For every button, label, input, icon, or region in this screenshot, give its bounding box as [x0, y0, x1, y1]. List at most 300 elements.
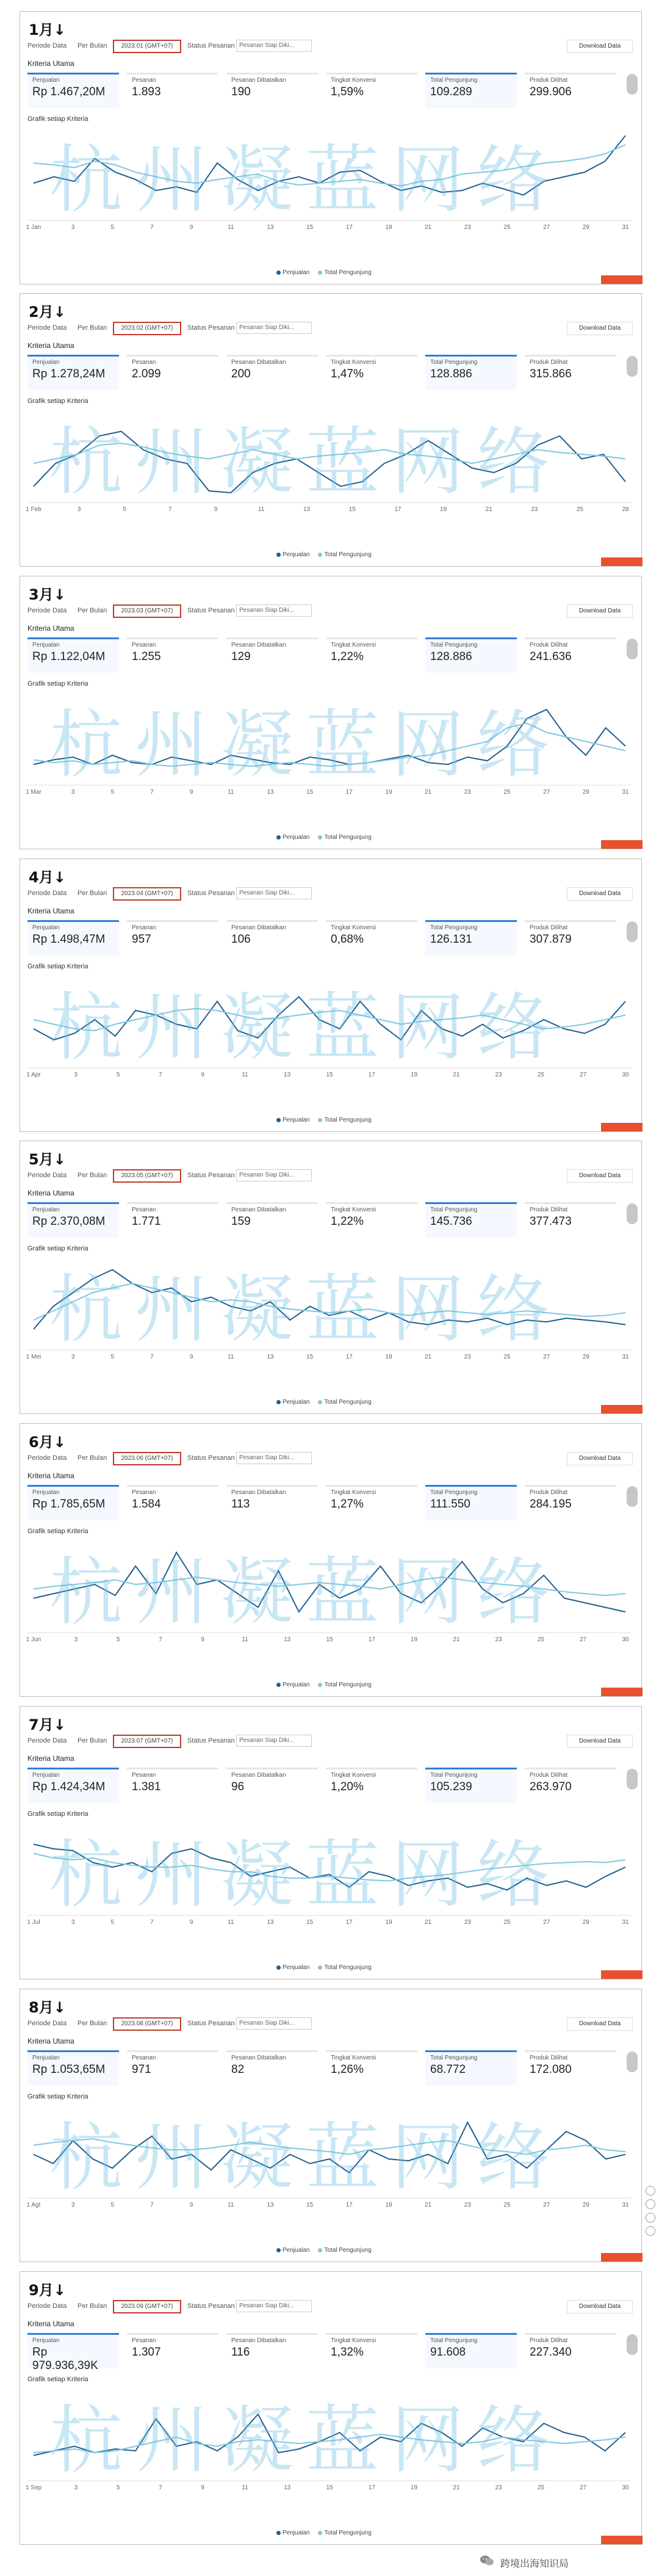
metric-card[interactable]	[525, 73, 616, 108]
download-button[interactable]: Download Data	[567, 1169, 633, 1183]
legend-dot-icon	[276, 2531, 281, 2535]
metric-cards	[27, 355, 613, 393]
legend-item[interactable]	[276, 1117, 309, 1123]
legend-dot-icon	[318, 2248, 322, 2252]
periode-label: Periode Data	[27, 324, 67, 332]
legend-item[interactable]	[276, 2530, 309, 2536]
metric-label: Penjualan	[32, 1489, 60, 1496]
series-penjualan-line	[34, 1553, 625, 1613]
metric-value: 82	[231, 2063, 245, 2076]
metric-label: Pesanan Dibatalkan	[231, 2055, 286, 2061]
x-tick-label: 21	[425, 789, 432, 796]
metric-card[interactable]	[326, 1202, 417, 1238]
x-tick-label: 23	[464, 1354, 471, 1360]
metric-card[interactable]	[326, 73, 417, 108]
metric-value: 128.886	[430, 368, 472, 380]
metric-card[interactable]	[525, 1485, 616, 1520]
metric-card[interactable]	[27, 73, 119, 108]
metric-card[interactable]	[226, 1768, 318, 1803]
download-button[interactable]: Download Data	[567, 2300, 633, 2313]
metric-card[interactable]	[525, 2333, 616, 2368]
legend-label: Total Pengunjung	[324, 1117, 372, 1123]
x-tick-label: 28	[622, 506, 629, 513]
x-tick-label: 25	[503, 1354, 511, 1360]
legend-item[interactable]	[276, 1682, 309, 1688]
legend-item[interactable]	[276, 1964, 309, 1971]
chat-button[interactable]	[601, 2536, 643, 2544]
x-tick-label: 21	[425, 1354, 432, 1360]
x-tick-label: 27	[543, 1919, 550, 1926]
periode-label: Periode Data	[27, 607, 67, 614]
brand-label: 跨境出海知识局	[500, 2558, 569, 2569]
metric-value: 241.636	[530, 650, 572, 663]
status-select[interactable]: Pesanan Siap Diki...	[236, 604, 312, 617]
metric-value: 1,47%	[331, 368, 364, 380]
kriteria-heading: Kriteria Utama	[27, 59, 74, 68]
x-tick-label: 9	[214, 506, 218, 513]
metric-card[interactable]	[326, 2050, 417, 2086]
per-bulan-label[interactable]: Per Bulan	[77, 1172, 107, 1179]
date-range-picker[interactable]: 2023.02 (GMT+07)	[113, 322, 181, 335]
x-tick-label: 3	[74, 1072, 78, 1078]
metric-card[interactable]	[27, 1768, 119, 1803]
metric-label: Pesanan Dibatalkan	[231, 2337, 286, 2344]
metric-card[interactable]	[27, 637, 119, 673]
x-tick-label: 25	[503, 789, 511, 796]
month-title: 2月↓	[29, 303, 66, 321]
metric-card[interactable]	[326, 1485, 417, 1520]
wechat-icon	[480, 2555, 494, 2567]
metric-label: Tingkat Konversi	[331, 2337, 376, 2344]
x-tick-label: 15	[348, 506, 356, 513]
month-title: 9月↓	[29, 2282, 66, 2299]
metric-card[interactable]	[326, 637, 417, 673]
metric-card[interactable]	[27, 1202, 119, 1238]
x-tick-label: 15	[306, 1354, 314, 1360]
metric-label: Pesanan	[132, 2337, 156, 2344]
metric-card[interactable]	[425, 1202, 517, 1238]
metric-card[interactable]	[27, 920, 119, 956]
legend-item[interactable]	[276, 551, 309, 558]
metric-card[interactable]	[127, 2050, 218, 2086]
per-bulan-label[interactable]: Per Bulan	[77, 1454, 107, 1462]
side-tool-icon[interactable]	[646, 2213, 655, 2222]
metric-label: Produk Dilihat	[530, 77, 568, 84]
status-select[interactable]: Pesanan Siap Diki...	[236, 1452, 312, 1464]
legend-label: Penjualan	[283, 269, 310, 276]
per-bulan-label[interactable]: Per Bulan	[77, 1737, 107, 1744]
metric-label: Pesanan Dibatalkan	[231, 642, 286, 648]
metric-card[interactable]	[425, 73, 517, 108]
metric-value: 109.289	[430, 85, 472, 98]
chart-legend	[276, 2247, 380, 2254]
metric-card[interactable]	[226, 637, 318, 673]
download-button[interactable]: Download Data	[567, 1452, 633, 1465]
metric-label: Pesanan Dibatalkan	[231, 1489, 286, 1496]
chat-button[interactable]	[601, 1123, 643, 1131]
metric-value: 1,20%	[331, 1780, 364, 1793]
legend-label: Penjualan	[283, 551, 310, 558]
metric-card[interactable]	[525, 355, 616, 390]
status-label: Status Pesanan	[187, 2020, 235, 2027]
metric-label: Penjualan	[32, 2337, 60, 2344]
legend-item[interactable]	[276, 2247, 309, 2254]
x-tick-label: 13	[267, 789, 274, 796]
x-tick-label: 7	[159, 1636, 162, 1643]
x-tick-label: 29	[582, 789, 589, 796]
metric-label: Total Pengunjung	[430, 1772, 478, 1779]
periode-label: Periode Data	[27, 42, 67, 49]
x-tick-label: 17	[345, 2202, 353, 2208]
chat-button[interactable]	[601, 2253, 643, 2262]
metric-card[interactable]	[226, 355, 318, 390]
metric-card[interactable]	[127, 637, 218, 673]
metric-card[interactable]	[326, 355, 417, 390]
legend-item[interactable]	[318, 269, 371, 276]
metric-card[interactable]	[326, 920, 417, 956]
status-select[interactable]: Pesanan Siap Diki...	[236, 40, 312, 52]
x-tick-label: 27	[580, 1636, 587, 1643]
x-tick-label: 23	[464, 2202, 471, 2208]
metric-label: Pesanan Dibatalkan	[231, 359, 286, 366]
metric-value: 68.772	[430, 2063, 466, 2076]
metric-card[interactable]	[525, 1202, 616, 1238]
legend-item[interactable]	[318, 1682, 371, 1688]
metric-card[interactable]	[27, 2050, 119, 2086]
metric-label: Total Pengunjung	[430, 924, 478, 931]
legend-dot-icon	[318, 835, 322, 840]
x-tick-label: 5	[110, 789, 115, 796]
metric-card[interactable]	[525, 637, 616, 673]
metric-value: 1,59%	[331, 85, 364, 98]
x-tick-label: 7	[150, 224, 154, 231]
x-tick-label: 7	[159, 2484, 162, 2491]
x-tick-label: 23	[495, 1636, 502, 1643]
download-button[interactable]: Download Data	[567, 1735, 633, 1748]
x-tick-label: 1 Mar	[26, 789, 41, 796]
series-pengunjung-line	[34, 2139, 625, 2155]
metric-value: 284.195	[530, 1498, 572, 1511]
metric-card[interactable]	[127, 1202, 218, 1238]
metric-card[interactable]	[27, 1485, 119, 1520]
chart-title: Grafik setiap Kriteria	[27, 2376, 88, 2383]
status-select[interactable]: Pesanan Siap Diki...	[236, 2300, 312, 2312]
metric-card[interactable]	[525, 1768, 616, 1803]
metric-card[interactable]	[226, 2050, 318, 2086]
metric-value: 1.771	[132, 1215, 161, 1228]
metric-value: 1.255	[132, 650, 161, 663]
metric-card[interactable]	[425, 2333, 517, 2368]
download-button[interactable]: Download Data	[567, 40, 633, 53]
x-tick-label: 15	[326, 1636, 333, 1643]
trend-chart-svg	[27, 1821, 632, 1926]
date-range-picker[interactable]: 2023.09 (GMT+07)	[113, 2300, 181, 2313]
date-range-picker[interactable]: 2023.06 (GMT+07)	[113, 1452, 181, 1465]
status-select[interactable]: Pesanan Siap Diki...	[236, 2017, 312, 2030]
x-tick-label: 29	[582, 2202, 589, 2208]
date-range-picker[interactable]: 2023.07 (GMT+07)	[113, 1735, 181, 1748]
legend-item[interactable]	[318, 1117, 371, 1123]
chat-button[interactable]	[601, 1405, 643, 1413]
per-bulan-label[interactable]: Per Bulan	[77, 324, 107, 332]
series-pengunjung-line	[34, 1283, 625, 1320]
x-tick-label: 27	[543, 2202, 550, 2208]
metric-card[interactable]	[425, 2050, 517, 2086]
x-tick-label: 5	[110, 1919, 115, 1926]
download-button[interactable]: Download Data	[567, 887, 633, 901]
legend-item[interactable]	[276, 269, 309, 276]
status-select[interactable]: Pesanan Siap Diki...	[236, 1735, 312, 1747]
trend-chart-svg	[27, 974, 632, 1079]
x-tick-label: 17	[394, 506, 402, 513]
card-scroll-knob[interactable]	[627, 921, 638, 942]
filter-bar	[27, 1169, 635, 1183]
metric-value: 1,26%	[331, 2063, 364, 2076]
side-tool-icon[interactable]	[646, 2199, 655, 2209]
per-bulan-label[interactable]: Per Bulan	[77, 890, 107, 897]
month-report-4	[20, 858, 642, 1132]
metric-value: 106	[231, 933, 251, 946]
x-tick-label: 11	[242, 2484, 248, 2491]
status-select[interactable]: Pesanan Siap Diki...	[236, 1169, 312, 1181]
side-tool-icon[interactable]	[646, 2186, 655, 2196]
metric-value: 1.893	[132, 85, 161, 98]
trend-chart-svg	[27, 1539, 632, 1644]
x-tick-label: 30	[622, 1636, 629, 1643]
legend-label: Penjualan	[283, 1964, 310, 1971]
metric-label: Produk Dilihat	[530, 2337, 568, 2344]
download-button[interactable]: Download Data	[567, 604, 633, 618]
metric-value: Rp 1.467,20M	[32, 85, 106, 98]
metric-label: Pesanan	[132, 2055, 156, 2061]
card-scroll-knob[interactable]	[627, 2052, 638, 2072]
metric-value: 1,32%	[331, 2346, 364, 2359]
metric-card[interactable]	[127, 355, 218, 390]
legend-item[interactable]	[318, 2247, 371, 2254]
legend-label: Total Pengunjung	[324, 2530, 372, 2536]
filter-bar	[27, 1452, 635, 1465]
x-tick-label: 29	[582, 1354, 589, 1360]
trend-chart	[27, 1821, 632, 1926]
status-select[interactable]: Pesanan Siap Diki...	[236, 887, 312, 899]
x-tick-label: 5	[123, 506, 126, 513]
metric-card[interactable]	[127, 1485, 218, 1520]
x-tick-label: 15	[326, 2484, 333, 2491]
chart-title: Grafik setiap Kriteria	[27, 1528, 88, 1535]
metric-card[interactable]	[425, 920, 517, 956]
card-scroll-knob[interactable]	[627, 1769, 638, 1790]
x-tick-label: 13	[267, 1919, 274, 1926]
per-bulan-label[interactable]: Per Bulan	[77, 2020, 107, 2027]
per-bulan-label[interactable]: Per Bulan	[77, 2302, 107, 2310]
metric-card[interactable]	[27, 2333, 119, 2372]
x-tick-label: 23	[531, 506, 538, 513]
download-button[interactable]: Download Data	[567, 2017, 633, 2031]
legend-item[interactable]	[318, 1964, 371, 1971]
metric-card[interactable]	[425, 355, 517, 390]
metric-value: Rp 979.936,39K	[32, 2346, 98, 2372]
legend-item[interactable]	[318, 551, 371, 558]
metric-card[interactable]	[425, 1485, 517, 1520]
metric-label: Total Pengunjung	[430, 2337, 478, 2344]
metric-value: Rp 2.370,08M	[32, 1215, 106, 1228]
x-tick-label: 11	[257, 506, 265, 513]
date-range-picker[interactable]: 2023.05 (GMT+07)	[113, 1169, 181, 1183]
watermark-text: 杭州凝蓝网络	[49, 2116, 562, 2200]
x-tick-label: 5	[116, 1072, 120, 1078]
metric-card[interactable]	[226, 1202, 318, 1238]
x-tick-label: 23	[464, 789, 471, 796]
legend-label: Total Pengunjung	[324, 551, 372, 558]
x-tick-label: 30	[622, 2484, 629, 2491]
metric-value: 1,22%	[331, 1215, 364, 1228]
metric-label: Pesanan	[132, 77, 156, 84]
metric-label: Total Pengunjung	[430, 359, 478, 366]
x-tick-label: 29	[582, 224, 589, 231]
per-bulan-label[interactable]: Per Bulan	[77, 42, 107, 49]
legend-dot-icon	[276, 1118, 281, 1122]
filter-bar	[27, 40, 635, 53]
metric-value: 315.866	[530, 368, 572, 380]
x-tick-label: 15	[306, 224, 314, 231]
x-tick-label: 1 Jan	[26, 224, 41, 231]
chat-button[interactable]	[601, 1688, 643, 1696]
x-tick-label: 1 Sep	[25, 2484, 42, 2491]
kriteria-heading: Kriteria Utama	[27, 2320, 74, 2328]
trend-chart-svg	[27, 1256, 632, 1361]
metric-label: Tingkat Konversi	[331, 77, 376, 84]
legend-item[interactable]	[318, 1399, 371, 1406]
metric-value: 1.381	[132, 1780, 161, 1793]
metric-label: Penjualan	[32, 359, 60, 366]
metric-card[interactable]	[127, 73, 218, 108]
month-title: 3月↓	[29, 586, 66, 603]
chart-title: Grafik setiap Kriteria	[27, 2093, 88, 2100]
card-scroll-knob[interactable]	[627, 1203, 638, 1224]
month-report-7	[20, 1706, 642, 1979]
date-range-picker[interactable]: 2023.08 (GMT+07)	[113, 2017, 181, 2031]
status-select[interactable]: Pesanan Siap Diki...	[236, 322, 312, 334]
kriteria-heading: Kriteria Utama	[27, 1189, 74, 1197]
chat-button[interactable]	[601, 275, 643, 284]
metric-label: Tingkat Konversi	[331, 1206, 376, 1213]
metric-label: Penjualan	[32, 1206, 60, 1213]
metric-card[interactable]	[525, 920, 616, 956]
x-tick-label: 5	[110, 1354, 115, 1360]
metric-card[interactable]	[525, 2050, 616, 2086]
card-scroll-knob[interactable]	[627, 356, 638, 377]
periode-label: Periode Data	[27, 2020, 67, 2027]
x-tick-label: 21	[485, 506, 492, 513]
series-penjualan-line	[34, 432, 625, 493]
legend-item[interactable]	[276, 1399, 309, 1406]
x-tick-label: 27	[580, 1072, 587, 1078]
x-tick-label: 19	[411, 2484, 418, 2491]
metric-card[interactable]	[127, 1768, 218, 1803]
x-tick-label: 11	[242, 1636, 248, 1643]
legend-item[interactable]	[318, 2530, 371, 2536]
metric-label: Produk Dilihat	[530, 924, 568, 931]
chat-button[interactable]	[601, 557, 643, 566]
metric-card[interactable]	[425, 1768, 517, 1803]
metric-card[interactable]	[226, 920, 318, 956]
x-tick-label: 9	[189, 1919, 193, 1926]
legend-label: Total Pengunjung	[324, 1682, 372, 1688]
date-range-picker[interactable]: 2023.04 (GMT+07)	[113, 887, 181, 901]
x-tick-label: 17	[345, 1919, 353, 1926]
month-report-9	[20, 2271, 642, 2545]
legend-dot-icon	[318, 1965, 322, 1970]
x-tick-label: 27	[543, 1354, 550, 1360]
metric-card[interactable]	[127, 2333, 218, 2368]
metric-card[interactable]	[425, 637, 517, 673]
chart-legend	[276, 1964, 380, 1971]
periode-label: Periode Data	[27, 1454, 67, 1462]
date-range-picker[interactable]: 2023.03 (GMT+07)	[113, 604, 181, 618]
metric-label: Produk Dilihat	[530, 1772, 568, 1779]
card-scroll-knob[interactable]	[627, 74, 638, 95]
chart-legend	[276, 834, 380, 841]
x-tick-label: 9	[189, 1354, 193, 1360]
x-tick-label: 25	[537, 2484, 544, 2491]
chart-legend	[276, 1117, 380, 1123]
x-tick-label: 15	[326, 1072, 333, 1078]
legend-dot-icon	[318, 270, 322, 275]
chat-button[interactable]	[601, 840, 643, 849]
metric-card[interactable]	[226, 2333, 318, 2368]
chart-legend	[276, 2530, 380, 2536]
per-bulan-label[interactable]: Per Bulan	[77, 607, 107, 614]
series-penjualan-line	[34, 709, 625, 764]
metric-card[interactable]	[127, 920, 218, 956]
card-scroll-knob[interactable]	[627, 639, 638, 659]
metric-label: Pesanan	[132, 1772, 156, 1779]
metric-label: Produk Dilihat	[530, 359, 568, 366]
metric-value: Rp 1.278,24M	[32, 368, 106, 380]
x-tick-label: 13	[284, 1636, 291, 1643]
side-tool-icon[interactable]	[646, 2226, 655, 2236]
chat-button[interactable]	[601, 1970, 643, 1979]
metric-card[interactable]	[226, 73, 318, 108]
filter-bar	[27, 887, 635, 901]
x-tick-label: 19	[385, 1919, 392, 1926]
x-tick-label: 1 Agt	[26, 2202, 41, 2208]
metric-card[interactable]	[326, 2333, 417, 2368]
metric-value: Rp 1.424,34M	[32, 1780, 106, 1793]
month-title: 5月↓	[29, 1151, 66, 1168]
legend-dot-icon	[318, 553, 322, 557]
legend-item[interactable]	[318, 834, 371, 841]
date-range-picker[interactable]: 2023.01 (GMT+07)	[113, 40, 181, 53]
trend-chart-svg	[27, 408, 632, 513]
legend-item[interactable]	[276, 834, 309, 841]
filter-bar	[27, 2017, 635, 2031]
legend-label: Total Pengunjung	[324, 834, 372, 841]
metric-card[interactable]	[226, 1485, 318, 1520]
download-button[interactable]: Download Data	[567, 322, 633, 335]
metric-card[interactable]	[326, 1768, 417, 1803]
side-toolbar	[646, 2186, 657, 2240]
card-scroll-knob[interactable]	[627, 2334, 638, 2355]
card-scroll-knob[interactable]	[627, 1486, 638, 1507]
metric-card[interactable]	[27, 355, 119, 390]
metric-label: Tingkat Konversi	[331, 642, 376, 648]
x-tick-label: 17	[345, 789, 353, 796]
metric-label: Penjualan	[32, 924, 60, 931]
legend-label: Penjualan	[283, 834, 310, 841]
metric-cards	[27, 1485, 613, 1523]
metric-label: Pesanan	[132, 359, 156, 366]
